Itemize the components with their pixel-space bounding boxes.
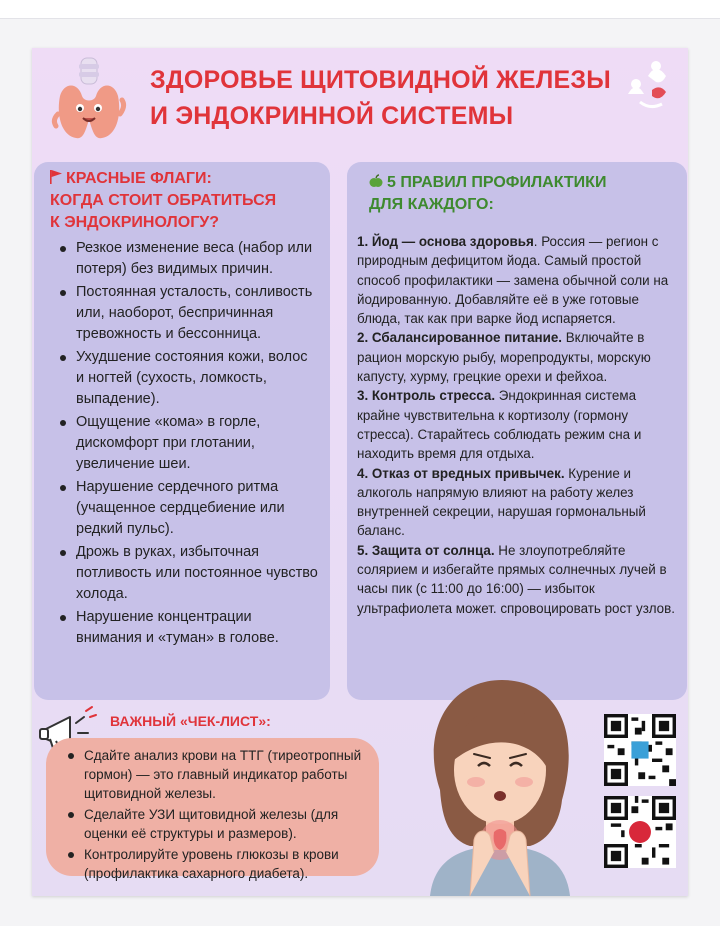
checklist-list: [64, 746, 370, 885]
list-item: Нарушение сердечного ритма (учащенное сердцебиение или редкий пульс).: [56, 477, 318, 540]
list-item: Нарушение концентрации внимания и «туман» в голове.: [56, 607, 318, 649]
red-flags-heading-line-1: КРАСНЫЕ ФЛАГИ:: [66, 170, 212, 187]
page-title: [150, 62, 620, 134]
top-bar: [0, 0, 720, 19]
qr-code-1[interactable]: [604, 714, 676, 786]
qr-code-icon: [604, 714, 676, 786]
checklist-heading: ВАЖНЫЙ «ЧЕК-ЛИСТ»:: [110, 713, 271, 729]
rule-item: 2. Сбалансированное питание. Включайте в рацион морскую рыбу, морепродукты, морскую капусту, хурму, грецкие орехи и фейхоа.: [357, 330, 651, 385]
rule-item: 4. Отказ от вредных привычек. Курение и алкоголь напрямую влияют на работу желез внутренней секреции, нарушая гормональный баланс.: [357, 465, 646, 539]
rule-item: 3. Контроль стресса. Эндокринная система крайне чувствительна к кортизолу (гормону стресса). Старайтесь соблюдать режим сна и находить время для отдыха.: [357, 388, 642, 462]
title-line-1: ЗДОРОВЬЕ ЩИТОВИДНОЙ ЖЕЛЕЗЫ: [150, 66, 611, 94]
red-flags-heading: [50, 168, 276, 234]
list-item: Постоянная усталость, сонливость или, наоборот, беспричинная тревожность и бессонница.: [56, 282, 318, 345]
rules-heading-line-1: 5 ПРАВИЛ ПРОФИЛАКТИКИ: [387, 174, 607, 191]
red-flag-icon: [50, 170, 62, 184]
prevention-rules-panel: [347, 162, 687, 700]
checklist-panel: [46, 738, 379, 881]
red-flags-heading-line-2: КОГДА СТОИТ ОБРАТИТЬСЯ: [50, 192, 277, 209]
list-item: Контролируйте уровень глюкозы в крови (профилактика сахарного диабета).: [64, 845, 370, 883]
poster: [32, 48, 688, 896]
qr-code-icon: [604, 796, 676, 868]
rule-item: 1. Йод — основа здоровья. Россия — регион с природным дефицитом йода. Самый простой способ профилактики — замена обычной соли на йодированную. Добавляйте её в уже готовые блюда, так как при варке йод испаряется.: [357, 234, 669, 327]
red-flags-heading-line-3: К ЭНДОКРИНОЛОГУ?: [50, 214, 219, 231]
red-flags-list: [56, 238, 318, 651]
woman-sore-throat-illustration: [410, 670, 590, 896]
list-item: Сделайте УЗИ щитовидной железы (для оценки её структуры и размеров).: [64, 805, 370, 843]
rules-heading-line-2: ДЛЯ КАЖДОГО:: [369, 196, 494, 213]
rules-list: [357, 232, 679, 618]
list-item: Ухудшение состояния кожи, волос и ногтей (сухость, ломкость, выпадение).: [56, 347, 318, 410]
title-line-2: И ЭНДОКРИННОЙ СИСТЕМЫ: [150, 102, 514, 130]
list-item: Дрожь в руках, избыточная потливость или постоянное чувство холода.: [56, 542, 318, 605]
thyroid-mascot-illustration: [50, 56, 128, 146]
red-flags-panel: [34, 162, 330, 700]
list-item: Резкое изменение веса (набор или потеря) без видимых причин.: [56, 238, 318, 280]
list-item: Ощущение «кома» в горле, дискомфорт при глотании, увеличение шеи.: [56, 412, 318, 475]
green-apple-icon: [369, 174, 383, 188]
qr-code-2[interactable]: [604, 796, 676, 868]
list-item: Сдайте анализ крови на ТТГ (тиреотропный гормон) — это главный индикатор работы щитовидной железы.: [64, 746, 370, 803]
organization-logo-icon: [622, 54, 678, 110]
rule-item: 5. Защита от солнца. Не злоупотребляйте солярием и избегайте прямых солнечных лучей в часы пик (с 11:00 до 16:00) — избыток ультрафиолета может. спровоцировать рост узлов.: [357, 542, 675, 616]
rules-heading: [369, 172, 606, 216]
